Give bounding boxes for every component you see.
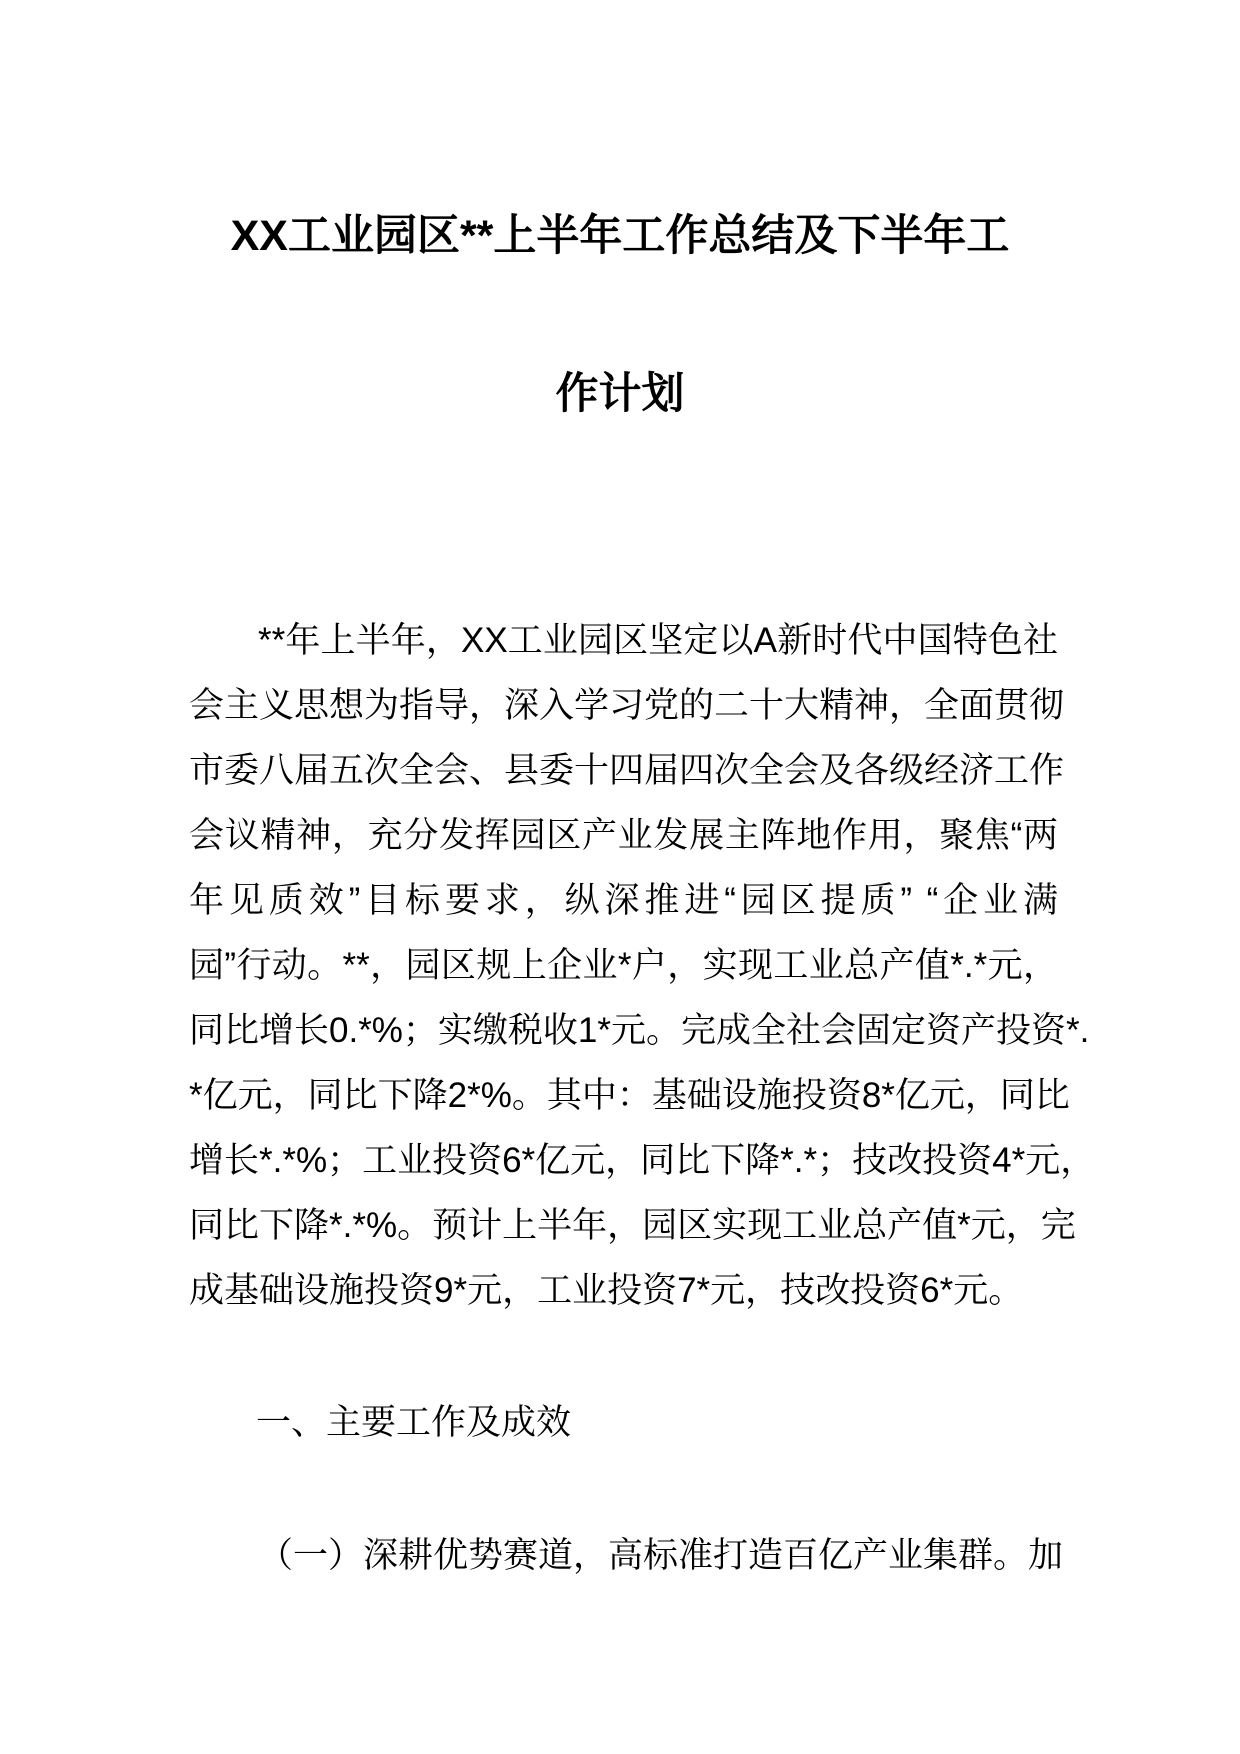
paragraph-line: 增长*.*%；工业投资6*亿元，同比下降*.*；技改投资4*元，	[189, 1141, 1096, 1180]
document-title-line-2: 作计划	[555, 370, 685, 418]
paragraph-line: 成基础设施投资9*元，工业投资7*元，技改投资6*元。	[189, 1271, 1024, 1310]
paragraph-line: 市委八届五次全会、县委十四届四次全会及各级经济工作	[189, 751, 1065, 790]
paragraph-line: 同比增长0.*%；实缴税收1*元。完成全社会固定资产投资*.	[189, 1011, 1090, 1050]
paragraph-line: *亿元，同比下降2*%。其中：基础设施投资8*亿元，同比	[189, 1076, 1070, 1115]
paragraph-line: **年上半年，XX工业园区坚定以A新时代中国特色社	[258, 621, 1058, 660]
paragraph-line: 园”行动。**，园区规上企业*户，实现工业总产值*.*元，	[189, 946, 1058, 985]
document-title-line-1: XX工业园区**上半年工作总结及下半年工	[230, 212, 1010, 260]
paragraph-line: 会主义思想为指导，深入学习党的二十大精神，全面贯彻	[189, 686, 1065, 725]
paragraph-line: 年见质效”目标要求，纵深推进“园区提质” “企业满	[189, 881, 1058, 920]
paragraph-line: 会议精神，充分发挥园区产业发展主阵地作用，聚焦“两	[189, 816, 1058, 855]
paragraph-line: 同比下降*.*%。预计上半年，园区实现工业总产值*元，完	[189, 1206, 1076, 1245]
subsection-heading: （一）深耕优势赛道，高标准打造百亿产业集群。加	[258, 1536, 1064, 1575]
section-heading: 一、主要工作及成效	[256, 1403, 572, 1442]
